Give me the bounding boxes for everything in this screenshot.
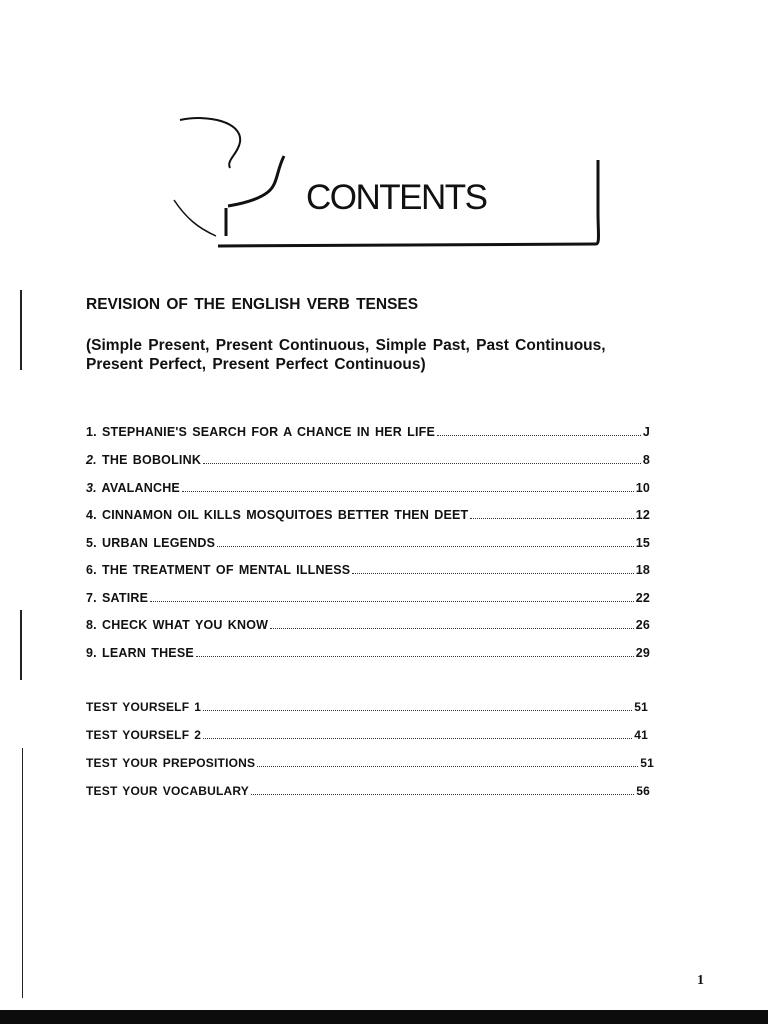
entry-number: 8. — [86, 618, 97, 632]
toc-entry[interactable] — [86, 591, 650, 605]
margin-scan-line — [20, 290, 22, 370]
entry-page: 51 — [640, 756, 654, 770]
dot-leader — [217, 545, 634, 547]
entry-page: 8 — [642, 453, 650, 467]
entry-title: STEPHANIE'S SEARCH FOR A CHANCE IN HER LIFE — [102, 425, 435, 439]
entry-title: LEARN THESE — [102, 646, 194, 660]
entry-number: 7. — [86, 591, 97, 605]
entry-title: TEST YOURSELF 1 — [86, 700, 202, 714]
entry-title: THE TREATMENT OF MENTAL ILLNESS — [102, 563, 351, 577]
dot-leader — [203, 709, 632, 711]
dot-leader — [150, 600, 634, 602]
toc-entry[interactable] — [86, 508, 650, 522]
dot-leader — [270, 627, 634, 629]
section-heading: REVISION OF THE ENGLISH VERB TENSES — [86, 296, 419, 313]
toc-entry[interactable] — [86, 618, 650, 632]
entry-number: 6. — [86, 563, 97, 577]
toc-entry[interactable] — [86, 453, 650, 467]
entry-number: 1. — [86, 425, 97, 439]
dot-leader — [196, 655, 634, 657]
contents-title: CONTENTS — [306, 178, 487, 217]
entry-title: THE BOBOLINK — [102, 453, 202, 467]
dot-leader — [251, 793, 634, 795]
entry-title: TEST YOURSELF 2 — [86, 728, 202, 742]
entry-title: TEST YOUR VOCABULARY — [86, 784, 250, 798]
entry-page: 26 — [635, 618, 650, 632]
dot-leader — [352, 572, 633, 574]
dot-leader — [257, 765, 638, 767]
toc-entry[interactable] — [86, 646, 650, 660]
entry-number: 4. — [86, 508, 97, 522]
toc-test-entry[interactable] — [86, 756, 654, 770]
entry-page: 22 — [635, 591, 650, 605]
toc-entry[interactable] — [86, 536, 650, 550]
entry-page: 15 — [635, 536, 650, 550]
entry-page: 56 — [636, 784, 650, 798]
dot-leader — [203, 462, 641, 464]
entry-number: 9. — [86, 646, 97, 660]
entry-page: 12 — [635, 508, 650, 522]
entry-page: 18 — [635, 563, 650, 577]
entry-title: AVALANCHE — [101, 481, 180, 495]
toc-test-entry[interactable] — [86, 728, 648, 742]
entry-page: 51 — [634, 700, 648, 714]
margin-scan-line — [20, 610, 22, 680]
dot-leader — [182, 490, 634, 492]
toc-test-entry[interactable] — [86, 784, 650, 798]
entry-number: 3. — [86, 481, 97, 495]
entry-page: J — [642, 425, 650, 439]
toc-entry[interactable] — [86, 481, 650, 495]
dot-leader — [470, 517, 633, 519]
entry-page: 10 — [635, 481, 650, 495]
toc-entry[interactable] — [86, 425, 650, 439]
entry-title: TEST YOUR PREPOSITIONS — [86, 756, 256, 770]
page-number: 1 — [697, 973, 704, 988]
entry-title: CHECK WHAT YOU KNOW — [102, 618, 269, 632]
entry-number: 2. — [86, 453, 97, 467]
dot-leader — [203, 737, 632, 739]
toc-entry[interactable] — [86, 563, 650, 577]
entry-title: URBAN LEGENDS — [102, 536, 216, 550]
dot-leader — [437, 434, 641, 436]
entry-title: SATIRE — [102, 591, 149, 605]
margin-scan-line — [22, 748, 23, 998]
section-subheading: (Simple Present, Present Continuous, Simple Past, Past Continuous, Present Perfect, Present Perfect Continuous) — [86, 337, 606, 373]
entry-title: CINNAMON OIL KILLS MOSQUITOES BETTER THEN DEET — [102, 508, 469, 522]
toc-test-entry[interactable] — [86, 700, 648, 714]
entry-page: 41 — [634, 728, 648, 742]
entry-page: 29 — [635, 646, 650, 660]
scan-bottom-edge — [0, 1010, 768, 1024]
entry-number: 5. — [86, 536, 97, 550]
